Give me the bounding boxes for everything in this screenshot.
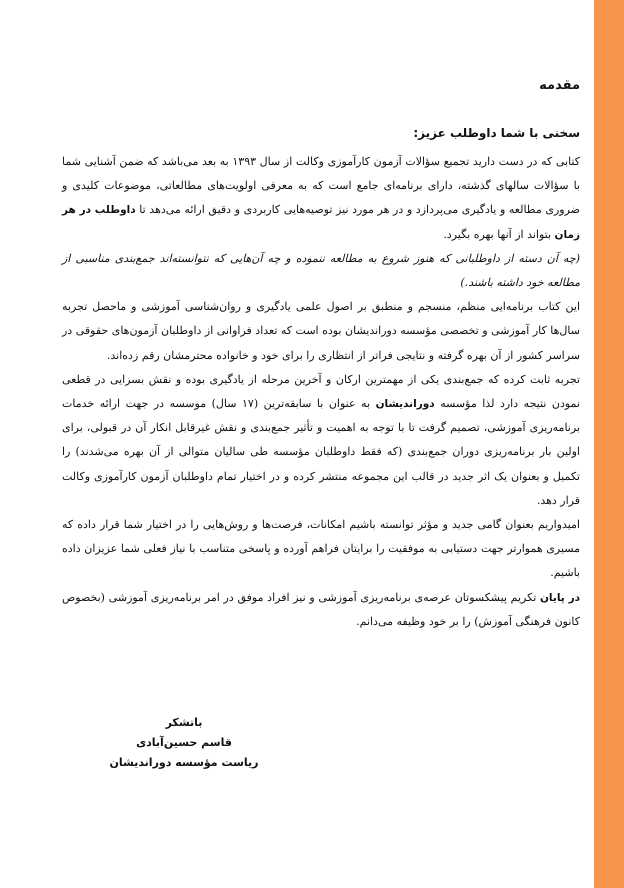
paragraph-note: (چه آن دسته از داوطلبانی که هنوز شروع به مطالعه ننموده و چه آن‌هایی که نتوانسته‌اند جمع‌بندی مناسبی از مطالعه خود داشته باشند.) [62,251,580,290]
paragraph-book-description: این کتاب برنامه‌ایی منظم، منسجم و منطبق بر اصول علمی یادگیری و روان‌شناسی آموزشی و ماحصل تجربه سال‌ها کار آموزشی و تخصصی مؤسسه دوراندیشان بوده است که تعداد فراوانی از داوطلبان آزمون‌های حقوقی در سراسر کشور از آن بهره گرفته و نتایجی فراتر از انتظاری را برای خود و خانواده محترمشان رقم زده‌اند. [62,300,580,362]
text-run: تکریم پیشکسوتان عرصه‌ی برنامه‌ریزی آموزشی و نیز افراد موفق در امر برنامه‌ریزی آموزشی (بخصوص کانون فرهنگی آموزش) را بر خود وظیفه می‌دانم. [62,590,580,628]
paragraph-closing [62,586,580,634]
signature-block [104,713,264,773]
section-subtitle: سخنی با شما داوطلب عزیز: [413,126,580,140]
bold-text: داوطلب در هر زمان [62,204,580,241]
signature-name: قاسم حسین‌آبادی [136,736,232,749]
orange-side-bar [594,0,624,888]
signature-title: ریاست مؤسسه دوراندیشان [109,756,259,769]
text-run: به عنوان با سابقه‌ترین (۱۷ سال) موسسه در جهت ارائه خدمات برنامه‌ریزی آموزشی، تصمیم گرفت تا با توجه به اهمیت و تأثیر جمع‌بندی و نقش غیرقابل انکار آن در قبولی، برای اولین بار برنامه‌ریزی دوران جمع‌بندی (که فقط داوطلبان مؤسسه طی سالیان متوالی از آن بهره می‌شدند) را تکمیل و بعنوان یک اثر جدید در قالب این مجموعه منتشر کرده و در اختیار تمام داوطلبان آزمون کارآموزی وکالت قرار دهد. [62,397,580,507]
paragraph-intro [62,150,580,247]
signature-closing: باتشکر [165,716,203,729]
text-run: کتابی که در دست دارید تجمیع سؤالات آزمون کارآموزی وکالت از سال ۱۳۹۳ به بعد می‌باشد که ضمن آشنایی شما با سؤالات سالهای گذشته، دارای برنامه‌ای جامع است که به معرفی اولویت‌های مطالعاتی، موضوعات کلیدی و ضروری مطالعه و یادگیری می‌پردازد و در هر مورد نیز توصیه‌هایی کاربردی و دقیق ارائه می‌دهد تا [62,155,580,217]
page-title: مقدمه [539,78,580,93]
paragraph-hope: امیدواریم بعنوان گامی جدید و مؤثر توانسته باشیم امکانات، فرصت‌ها و روش‌هایی را در اختیار شما قرار داده که مسیری هموارتر جهت دستیابی به موفقیت را برایتان فراهم آورده و پاسخی متناسب با نیاز فعلی شما عزیزان داده باشیم. [62,518,580,580]
document-body [62,150,580,634]
paragraph-experience [62,368,580,513]
bold-text: در پایان [539,591,581,604]
text-run: تجربه ثابت کرده که جمع‌بندی یکی از مهمترین ارکان و آخرین مرحله از یادگیری بوده و نقش بسزایی در قطعی نمودن نتیجه دارد لذا مؤسسه [62,372,580,411]
bold-text: دوراندیشان [375,398,435,411]
text-run: بتواند از آنها بهره بگیرد. [443,227,555,241]
